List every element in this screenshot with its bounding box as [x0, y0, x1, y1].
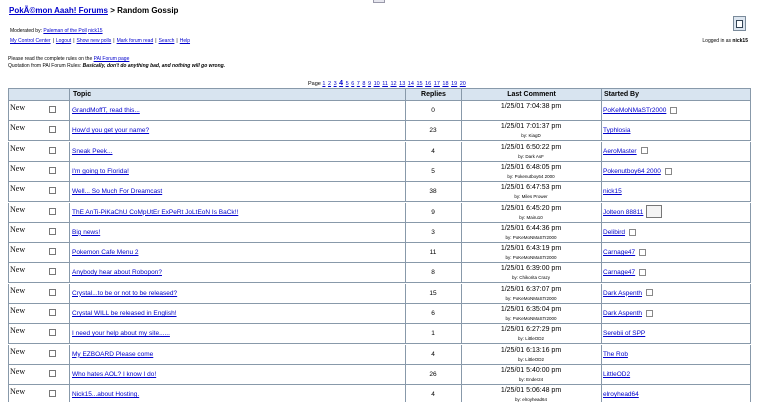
last-comment-cell	[461, 284, 602, 304]
replies-count: 6	[405, 304, 462, 324]
page-link-14[interactable]: 14	[407, 81, 414, 87]
last-comment-author: by: Chikorita Crazy	[511, 275, 550, 281]
new-topic-button[interactable]	[733, 16, 746, 31]
last-comment-date: 1/25/01 6:13:16 pm	[500, 346, 562, 354]
starter-cell	[601, 182, 751, 202]
forum-home-link[interactable]: PokÃ©mon Aaah! Forums	[9, 6, 108, 15]
starter-link[interactable]: The Rob	[603, 350, 628, 358]
topic-link[interactable]: GrandMoffT, read this...	[72, 107, 140, 114]
page-link-11[interactable]: 11	[382, 81, 388, 87]
starter-cell	[601, 263, 751, 283]
page-link-4[interactable]: 4	[339, 80, 344, 87]
replies-count: 15	[405, 284, 462, 304]
document-icon	[736, 20, 743, 28]
new-indicator-cell	[8, 345, 70, 365]
last-comment-cell	[461, 243, 602, 263]
topic-link[interactable]: My EZBOARD Please come	[72, 350, 154, 358]
last-comment-cell	[461, 142, 602, 162]
page-link-18[interactable]: 18	[442, 81, 449, 87]
last-comment-cell	[461, 223, 602, 243]
replies-count: 26	[405, 365, 462, 385]
profile-icon[interactable]	[665, 168, 672, 175]
last-comment-author: by: PoKeMoNMaSTr2000	[505, 295, 557, 301]
page-link-1[interactable]: 1	[322, 81, 326, 87]
page-link-19[interactable]: 19	[451, 81, 458, 87]
pagination	[308, 80, 467, 87]
title-separator: >	[110, 6, 115, 15]
new-indicator-cell	[8, 284, 70, 304]
starter-link[interactable]: Jolteon 88811	[603, 208, 644, 216]
board-name: Random Gossip	[117, 6, 179, 15]
table-row	[8, 121, 751, 141]
last-comment-date: 1/25/01 5:06:48 pm	[500, 387, 562, 395]
starter-cell	[601, 365, 751, 385]
topic-cell	[69, 223, 406, 243]
new-badge: New	[10, 387, 26, 397]
starter-link[interactable]: Carnage47	[603, 249, 636, 257]
avatar	[646, 205, 662, 218]
last-comment-cell	[461, 304, 602, 324]
page-link-6[interactable]: 6	[351, 81, 355, 87]
nav-logout[interactable]: Logout	[55, 38, 72, 44]
row-checkbox[interactable]	[49, 147, 56, 154]
last-comment-author: by: Miles Prower	[514, 194, 548, 200]
page-link-12[interactable]: 12	[390, 81, 397, 87]
table-row	[8, 203, 751, 223]
replies-count: 5	[405, 162, 462, 182]
row-checkbox[interactable]	[49, 289, 56, 296]
page-title	[9, 6, 178, 15]
row-checkbox[interactable]	[49, 187, 56, 194]
table-row	[8, 324, 751, 344]
topic-cell	[69, 345, 406, 365]
replies-count: 1	[405, 324, 462, 344]
replies-count: 9	[405, 203, 462, 223]
new-badge: New	[10, 184, 26, 194]
replies-count: 4	[405, 385, 462, 402]
topic-link[interactable]: Crystal WILL be released in English!	[72, 310, 177, 317]
row-checkbox[interactable]	[49, 370, 56, 377]
last-comment-author: by: PoKeMoNMaSTr2000	[505, 316, 557, 321]
last-comment-author: by: Mairu10	[519, 214, 543, 220]
topic-cell	[69, 162, 406, 182]
rules-quote-line	[8, 63, 225, 69]
topic-cell	[69, 284, 406, 304]
starter-cell	[601, 345, 751, 365]
starter-cell	[601, 223, 751, 243]
topic-link[interactable]: Pokemon Cafe Menu 2	[72, 249, 139, 257]
nav-show-new-polls[interactable]: Show new polls	[76, 38, 112, 44]
new-indicator-cell	[8, 142, 70, 162]
replies-count: 23	[405, 121, 462, 141]
profile-icon[interactable]	[641, 147, 648, 154]
starter-link[interactable]: Dark Aspenth	[603, 310, 643, 317]
new-indicator-cell	[8, 304, 70, 324]
new-badge: New	[10, 163, 26, 173]
table-row	[8, 162, 751, 182]
starter-link[interactable]: Delibird	[603, 228, 626, 236]
topic-link[interactable]: I'm going to Florida!	[72, 167, 129, 175]
last-comment-date: 1/25/01 6:47:53 pm	[500, 184, 562, 192]
new-indicator-cell	[8, 365, 70, 385]
last-comment-author: by: Pokenutboy64 2000	[507, 173, 555, 179]
table-row	[8, 365, 751, 385]
last-comment-cell	[461, 162, 602, 182]
new-indicator-cell	[8, 162, 70, 182]
topic-cell	[69, 365, 406, 385]
table-row	[8, 223, 751, 243]
starter-link[interactable]: Pokenutboy64 2000	[603, 167, 661, 175]
profile-icon[interactable]	[670, 107, 677, 114]
header-topic: Topic	[69, 88, 406, 101]
last-comment-date: 1/25/01 6:44:36 pm	[500, 224, 562, 232]
topic-cell	[69, 304, 406, 324]
topic-cell	[69, 243, 406, 263]
profile-icon[interactable]	[646, 310, 653, 317]
new-badge: New	[10, 123, 26, 133]
new-indicator-cell	[8, 101, 70, 121]
table-row	[8, 385, 751, 402]
starter-link[interactable]: nick15	[603, 188, 622, 196]
topic-link[interactable]: Crystal...to be or not to be released?	[72, 289, 178, 297]
page-link-10[interactable]: 10	[373, 81, 380, 87]
topic-cell	[69, 121, 406, 141]
nav-control-center[interactable]: My Control Center	[10, 38, 51, 44]
topic-cell	[69, 142, 406, 162]
new-indicator-cell	[8, 223, 70, 243]
replies-count: 11	[405, 243, 462, 263]
replies-count: 0	[405, 101, 462, 121]
last-comment-date: 1/25/01 6:37:07 pm	[500, 285, 562, 293]
page-link-13[interactable]: 13	[399, 81, 406, 87]
page-link-17[interactable]: 17	[433, 81, 440, 87]
new-indicator-cell	[8, 324, 70, 344]
window-tab-nub	[373, 0, 385, 3]
topic-cell	[69, 385, 406, 402]
table-row	[8, 243, 751, 263]
row-checkbox[interactable]	[49, 248, 56, 255]
last-comment-author: by: KiagD	[521, 133, 541, 139]
last-comment-cell	[461, 365, 602, 385]
row-checkbox[interactable]	[49, 106, 56, 113]
starter-cell	[601, 324, 751, 344]
new-indicator-cell	[8, 121, 70, 141]
header-blank	[8, 88, 70, 101]
starter-cell	[601, 203, 751, 223]
new-indicator-cell	[8, 385, 70, 402]
new-badge: New	[10, 143, 26, 153]
starter-cell	[601, 101, 751, 121]
starter-cell	[601, 284, 751, 304]
last-comment-date: 1/25/01 7:01:37 pm	[500, 123, 562, 131]
starter-cell	[601, 385, 751, 402]
topic-cell	[69, 182, 406, 202]
last-comment-date: 1/25/01 6:35:04 pm	[500, 306, 562, 313]
topic-cell	[69, 263, 406, 283]
nav-search[interactable]: Search	[158, 38, 175, 44]
row-checkbox[interactable]	[49, 228, 56, 235]
topic-link[interactable]: Well... So Much For Dreamcast	[72, 188, 163, 196]
last-comment-cell	[461, 385, 602, 402]
topic-link[interactable]: Big news!	[72, 228, 101, 236]
rules-text: Please read the complete rules on the	[8, 56, 93, 62]
starter-link[interactable]: Typhlosia	[603, 127, 631, 135]
page-link-16[interactable]: 16	[425, 81, 432, 87]
last-comment-cell	[461, 345, 602, 365]
page-link-3[interactable]: 3	[333, 81, 337, 87]
last-comment-author: by: PoKeMoNMaSTr2000	[505, 234, 557, 240]
rules-line	[8, 56, 129, 62]
last-comment-cell	[461, 182, 602, 202]
new-indicator-cell	[8, 263, 70, 283]
last-comment-cell	[461, 101, 602, 121]
new-indicator-cell	[8, 203, 70, 223]
nav-help[interactable]: Help	[179, 38, 191, 44]
table-row	[8, 284, 751, 304]
last-comment-author: by: LittleOD2	[517, 356, 544, 362]
row-checkbox[interactable]	[49, 390, 56, 397]
new-badge: New	[10, 265, 26, 275]
new-indicator-cell	[8, 182, 70, 202]
last-comment-date: 1/25/01 6:45:20 pm	[500, 204, 562, 212]
new-badge: New	[10, 326, 26, 336]
new-badge: New	[10, 224, 26, 234]
new-badge: New	[10, 366, 26, 376]
row-checkbox[interactable]	[49, 350, 56, 357]
starter-cell	[601, 304, 751, 324]
header-started-by: Started By	[601, 88, 751, 101]
last-comment-author: by: Dark AsF	[518, 153, 544, 159]
starter-link[interactable]: Serebii of SPP	[603, 330, 646, 338]
table-header	[8, 88, 751, 101]
rules-quote-label: Quotation from PAl Forum Rules:	[8, 63, 82, 69]
topic-link[interactable]: Anybody hear about Robopon?	[72, 269, 162, 277]
topic-link[interactable]: How'd you get your name?	[72, 127, 150, 135]
last-comment-date: 1/25/01 6:27:29 pm	[500, 326, 562, 334]
new-badge: New	[10, 346, 26, 356]
profile-icon[interactable]	[639, 269, 646, 276]
last-comment-author: by: LittleOD2	[517, 336, 544, 342]
new-indicator-cell	[8, 243, 70, 263]
starter-link[interactable]: Dark Aspenth	[603, 289, 643, 297]
replies-count: 8	[405, 263, 462, 283]
profile-icon[interactable]	[629, 229, 636, 236]
topic-cell	[69, 324, 406, 344]
new-badge: New	[10, 285, 26, 295]
last-comment-cell	[461, 121, 602, 141]
last-comment-date: 1/25/01 5:40:00 pm	[500, 366, 562, 374]
table-row	[8, 345, 751, 365]
new-badge: New	[10, 245, 26, 255]
replies-count: 4	[405, 345, 462, 365]
starter-cell	[601, 142, 751, 162]
rules-link[interactable]: PAl Forum page	[93, 56, 130, 62]
last-comment-date: 1/25/01 6:39:00 pm	[500, 265, 562, 273]
topic-link[interactable]: I need your help about my site......	[72, 330, 170, 338]
last-comment-cell	[461, 263, 602, 283]
last-comment-cell	[461, 203, 602, 223]
topics-table	[8, 88, 751, 402]
nav-bar: My Control Center | Logout | Show new polls | Mark forum read | Search | Help	[10, 38, 191, 44]
last-comment-date: 1/25/01 6:43:19 pm	[500, 245, 562, 253]
header-replies: Replies	[405, 88, 462, 101]
replies-count: 4	[405, 142, 462, 162]
moderator-link-1[interactable]: Paleman of the Poll	[43, 28, 87, 34]
last-comment-cell	[461, 324, 602, 344]
last-comment-author: by: PoKeMoNMaSTr2000	[505, 255, 557, 261]
page-link-7[interactable]: 7	[356, 81, 360, 87]
rules-quote: Basically, don't do anything bad, and nothing will go wrong.	[82, 63, 226, 69]
starter-link[interactable]: elroyhead64	[603, 391, 639, 399]
new-badge: New	[10, 306, 26, 315]
page-link-9[interactable]: 9	[367, 81, 372, 87]
topic-cell	[69, 101, 406, 121]
page-link-15[interactable]: 15	[416, 81, 423, 87]
starter-link[interactable]: PoKeMoNMaSTr2000	[603, 107, 667, 114]
row-checkbox[interactable]	[49, 329, 56, 336]
row-checkbox[interactable]	[49, 309, 56, 316]
new-badge: New	[10, 204, 26, 214]
logged-in-status	[660, 38, 748, 44]
starter-cell	[601, 121, 751, 141]
topic-link[interactable]: Sneak Peek...	[72, 147, 113, 155]
topic-cell	[69, 203, 406, 223]
starter-link[interactable]: AeroMaster	[603, 147, 637, 155]
row-checkbox[interactable]	[49, 208, 56, 215]
moderators-label: Moderated by:	[10, 28, 42, 34]
row-checkbox[interactable]	[49, 268, 56, 275]
last-comment-date: 1/25/01 6:50:22 pm	[500, 143, 562, 151]
last-comment-date: 1/25/01 7:04:38 pm	[500, 103, 562, 110]
topic-link[interactable]: ThE AnTi-PiKaChU CoMpUtEr ExPeRt JoLtEoN Is BaCk!!	[72, 208, 239, 216]
table-row	[8, 182, 751, 202]
table-row	[8, 142, 751, 162]
topic-link[interactable]: Who hates AOL? I know I do!	[72, 370, 157, 378]
starter-link[interactable]: Carnage47	[603, 269, 636, 277]
moderators-line	[10, 28, 103, 34]
table-row	[8, 101, 751, 121]
table-row	[8, 304, 751, 324]
starter-cell	[601, 243, 751, 263]
pagination-label: Page	[308, 81, 321, 87]
table-row	[8, 263, 751, 283]
page-link-5[interactable]: 5	[345, 81, 349, 87]
profile-icon[interactable]	[639, 249, 646, 256]
header-last-comment: Last Comment	[461, 88, 602, 101]
starter-cell	[601, 162, 751, 182]
starter-link[interactable]: LittleOD2	[603, 370, 631, 378]
last-comment-author: by: elroyhead64	[514, 397, 548, 402]
row-checkbox[interactable]	[49, 126, 56, 133]
page-link-2[interactable]: 2	[327, 81, 332, 87]
replies-count: 38	[405, 182, 462, 202]
page-link-8[interactable]: 8	[362, 81, 366, 87]
topic-link[interactable]: Nick15...about Hosting.	[72, 391, 140, 399]
profile-icon[interactable]	[646, 289, 653, 296]
row-checkbox[interactable]	[49, 167, 56, 174]
logged-in-label: Logged in as	[702, 38, 732, 44]
replies-count: 3	[405, 223, 462, 243]
last-comment-date: 1/25/01 6:48:05 pm	[500, 163, 562, 171]
new-badge: New	[10, 103, 26, 112]
moderator-link-2[interactable]: nick15	[88, 28, 103, 34]
logged-in-user: nick15	[732, 38, 748, 44]
last-comment-author: by: Ender24	[518, 376, 544, 382]
page-link-20[interactable]: 20	[459, 81, 466, 87]
nav-mark-forum-read[interactable]: Mark forum read	[116, 38, 154, 44]
